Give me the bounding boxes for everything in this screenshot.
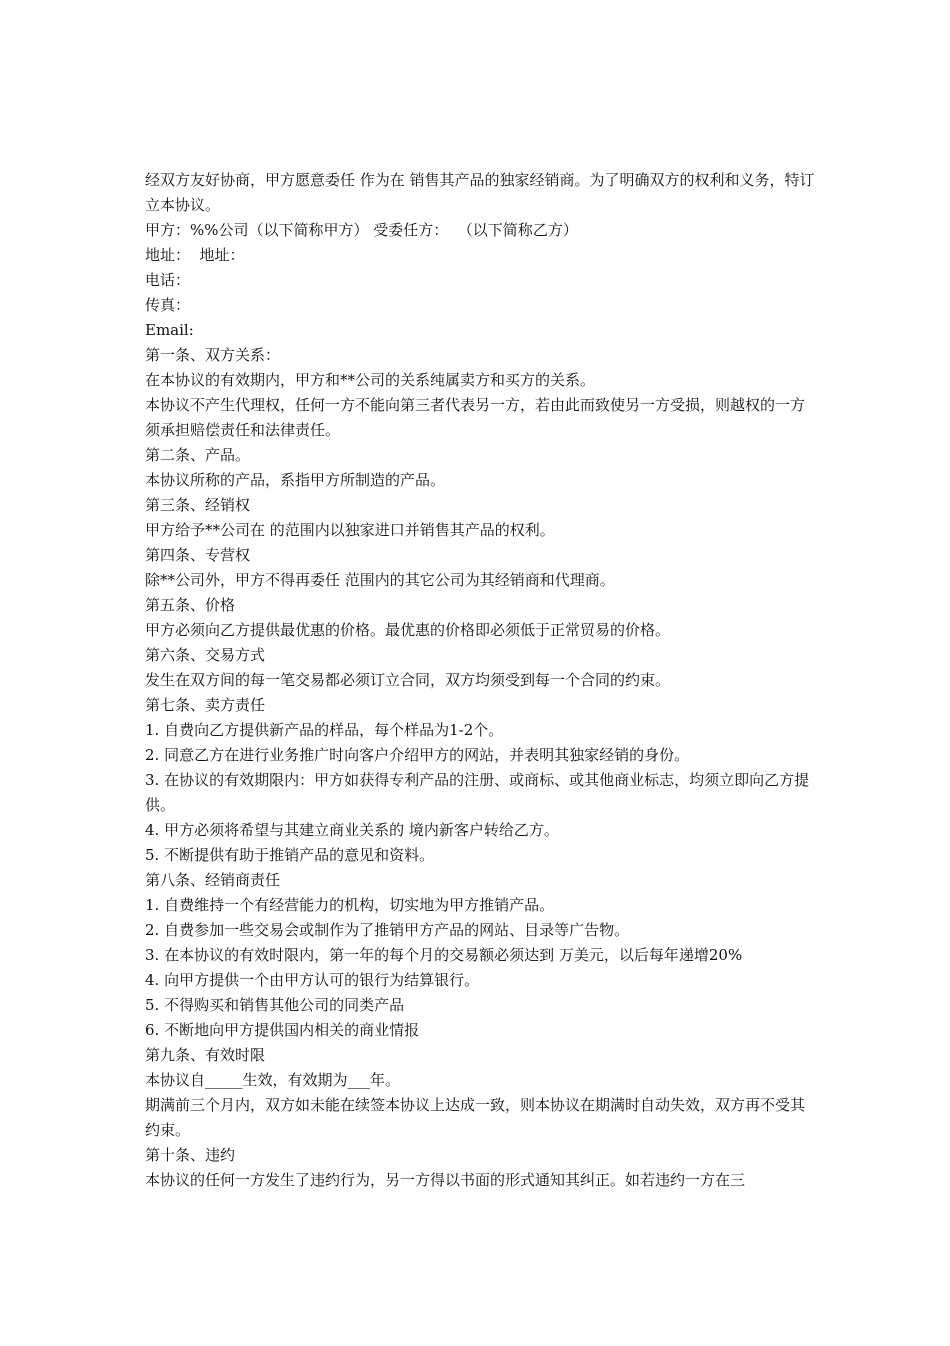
article-10-heading: 第十条、违约 — [145, 1146, 236, 1164]
article-4-text: 除**公司外，甲方不得再委任 范围内的其它公司为其经销商和代理商。 — [145, 571, 615, 589]
article-7-item-1: 1. 自费向乙方提供新产品的样品，每个样品为1-2个。 — [145, 721, 504, 739]
article-8-item-5: 5. 不得购买和销售其他公司的同类产品 — [145, 996, 405, 1014]
party-names: 甲方：%%公司（以下简称甲方） 受委任方： （以下简称乙方） — [145, 221, 578, 239]
article-8-item-6: 6. 不断地向甲方提供国内相关的商业情报 — [145, 1021, 420, 1039]
document-body — [145, 168, 815, 1193]
article-4-heading: 第四条、专营权 — [145, 546, 251, 564]
article-7-item-3: 3. 在协议的有效期限内：甲方如获得专利产品的注册、或商标、或其他商业标志，均须立即向乙方提供。 — [145, 771, 810, 814]
intro-paragraph: 经双方友好协商，甲方愿意委任 作为在 销售其产品的独家经销商。为了明确双方的权利和义务，特订立本协议。 — [145, 171, 815, 214]
article-1-text-1: 在本协议的有效期内，甲方和**公司的关系纯属卖方和买方的关系。 — [145, 371, 596, 389]
article-6-text: 发生在双方间的每一笔交易都必须订立合同，双方均须受到每一个合同的约束。 — [145, 671, 671, 689]
article-1-text-2: 本协议不产生代理权，任何一方不能向第三者代表另一方，若由此而致使另一方受损，则越权的一方须承担赔偿责任和法律责任。 — [145, 396, 806, 439]
article-7-item-4: 4. 甲方必须将希望与其建立商业关系的 境内新客户转给乙方。 — [145, 821, 559, 839]
phone-line: 电话： — [145, 271, 191, 289]
article-6-heading: 第六条、交易方式 — [145, 646, 266, 664]
article-5-text: 甲方必须向乙方提供最优惠的价格。最优惠的价格即必须低于正常贸易的价格。 — [145, 621, 671, 639]
article-3-text: 甲方给予**公司在 的范围内以独家进口并销售其产品的权利。 — [145, 521, 555, 539]
article-9-text-1: 本协议自_____生效，有效期为___年。 — [145, 1071, 401, 1089]
article-1-heading: 第一条、双方关系： — [145, 346, 281, 364]
article-7-item-2: 2. 同意乙方在进行业务推广时向客户介绍甲方的网站，并表明其独家经销的身份。 — [145, 746, 690, 764]
article-8-item-2: 2. 自费参加一些交易会或制作为了推销甲方产品的网站、目录等广告物。 — [145, 921, 630, 939]
article-7-item-5: 5. 不断提供有助于推销产品的意见和资料。 — [145, 846, 435, 864]
article-8-item-4: 4. 向甲方提供一个由甲方认可的银行为结算银行。 — [145, 971, 480, 989]
article-8-item-1: 1. 自费维持一个有经营能力的机构，切实地为甲方推销产品。 — [145, 896, 555, 914]
email-line: Email: — [145, 321, 194, 339]
article-9-text-2: 期满前三个月内，双方如未能在续签本协议上达成一致，则本协议在期满时自动失效，双方再不受其约束。 — [145, 1096, 806, 1139]
address-line: 地址： 地址： — [145, 246, 245, 264]
article-2-heading: 第二条、产品。 — [145, 446, 251, 464]
fax-line: 传真： — [145, 296, 191, 314]
article-3-heading: 第三条、经销权 — [145, 496, 251, 514]
article-5-heading: 第五条、价格 — [145, 596, 236, 614]
article-2-text: 本协议所称的产品，系指甲方所制造的产品。 — [145, 471, 446, 489]
article-9-heading: 第九条、有效时限 — [145, 1046, 266, 1064]
article-8-item-3: 3. 在本协议的有效时限内，第一年的每个月的交易额必须达到 万美元，以后每年递增20% — [145, 946, 743, 964]
article-10-text: 本协议的任何一方发生了违约行为，另一方得以书面的形式通知其纠正。如若违约一方在三 — [145, 1171, 746, 1189]
article-8-heading: 第八条、经销商责任 — [145, 871, 281, 889]
article-7-heading: 第七条、卖方责任 — [145, 696, 266, 714]
